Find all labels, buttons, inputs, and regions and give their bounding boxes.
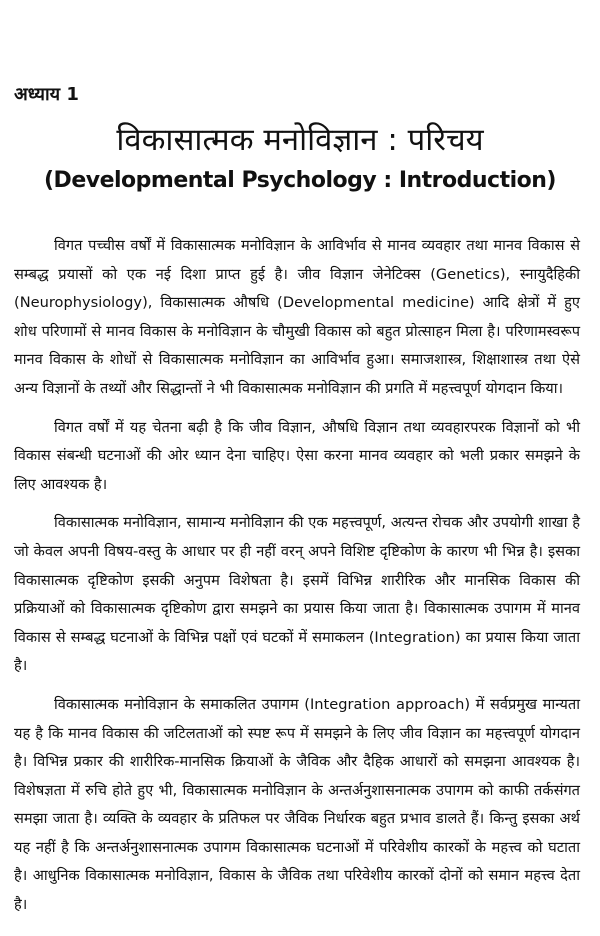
paragraph-1: विगत पच्चीस वर्षों में विकासात्मक मनोविज्ञान के आविर्भाव से मानव व्यवहार तथा मानव विकास से सम्बद्ध प्रयासों को एक नई दिशा प्राप्त हुई है। जीव विज्ञान जेनेटिक्स (Genetics), स्नायुदैहिकी (Neurophysiology), विकासात्मक औषधि (Developmental medicine) आदि क्षेत्रों में हुए शोध परिणामों से मानव विकास के मनोविज्ञान के चौमुखी विकास को बहुत प्रोत्साहन मिला है। परिणामस्वरूप मानव विकास के शोधों से विकासात्मक मनोविज्ञान का आविर्भाव हुआ। समाजशास्त्र, शिक्षाशास्त्र तथा ऐसे अन्य विज्ञानों के तथ्यों और सिद्धान्तों ने भी विकासात्मक मनोविज्ञान की प्रगति में महत्त्वपूर्ण योगदान किया। <box>14 237 580 397</box>
paragraph-2: विगत वर्षों में यह चेतना बढ़ी है कि जीव विज्ञान, औषधि विज्ञान तथा व्यवहारपरक विज्ञानों को भी विकास संबन्धी घटनाओं की ओर ध्यान देना चाहिए। ऐसा करना मानव व्यवहार को भली प्रकार समझने के लिए आवश्यक है। <box>14 418 580 493</box>
chapter-body <box>14 232 580 930</box>
chapter-title-english: (Developmental Psychology : Introduction) <box>44 168 556 193</box>
chapter-title-hindi: विकासात्मक मनोविज्ञान : परिचय <box>116 122 484 158</box>
paragraph-3: विकासात्मक मनोविज्ञान, सामान्य मनोविज्ञान की एक महत्त्वपूर्ण, अत्यन्त रोचक और उपयोगी शाखा है जो केवल अपनी विषय-वस्तु के आधार पर ही नहीं वरन् अपने विशिष्ट दृष्टिकोण के कारण भी भिन्न है। इसका विकासात्मक दृष्टिकोण इसकी अनुपम विशेषता है। इसमें विभिन्न शारीरिक और मानसिक विकास की प्रक्रियाओं को विकासात्मक दृष्टिकोण द्वारा समझने का प्रयास किया जाता है। विकासात्मक उपागम में मानव विकास से सम्बद्ध घटनाओं के विभिन्न पक्षों एवं घटकों में समाकलन (Integration) का प्रयास किया जाता है। <box>14 514 580 675</box>
paragraph-4: विकासात्मक मनोविज्ञान के समाकलित उपागम (Integration approach) में सर्वप्रमुख मान्यता यह है कि मानव विकास की जटिलताओं को स्पष्ट रूप में समझने के लिए जीव विज्ञान का महत्त्वपूर्ण योगदान है। विभिन्न प्रकार की शारीरिक-मानसिक क्रियाओं के जैविक और दैहिक आधारों को समझना आवश्यक है। विशेषज्ञता में रुचि होते हुए भी, विकासात्मक मनोविज्ञान के अन्तर्अनुशासनात्मक उपागम को काफी तर्कसंगत समझा जाता है। व्यक्ति के व्यवहार के प्रतिफल पर जैविक निर्धारक बहुत प्रभाव डालते हैं। किन्तु इसका अर्थ यह नहीं है कि अन्तर्अनुशासनात्मक उपागम विकासात्मक घटनाओं में परिवेशीय कारकों के महत्त्व को घटाता है। आधुनिक विकासात्मक मनोविज्ञान, विकास के जैविक तथा परिवेशीय कारकों दोनों को समान महत्त्व देता है। <box>14 695 580 914</box>
chapter-label: अध्याय 1 <box>14 84 79 105</box>
